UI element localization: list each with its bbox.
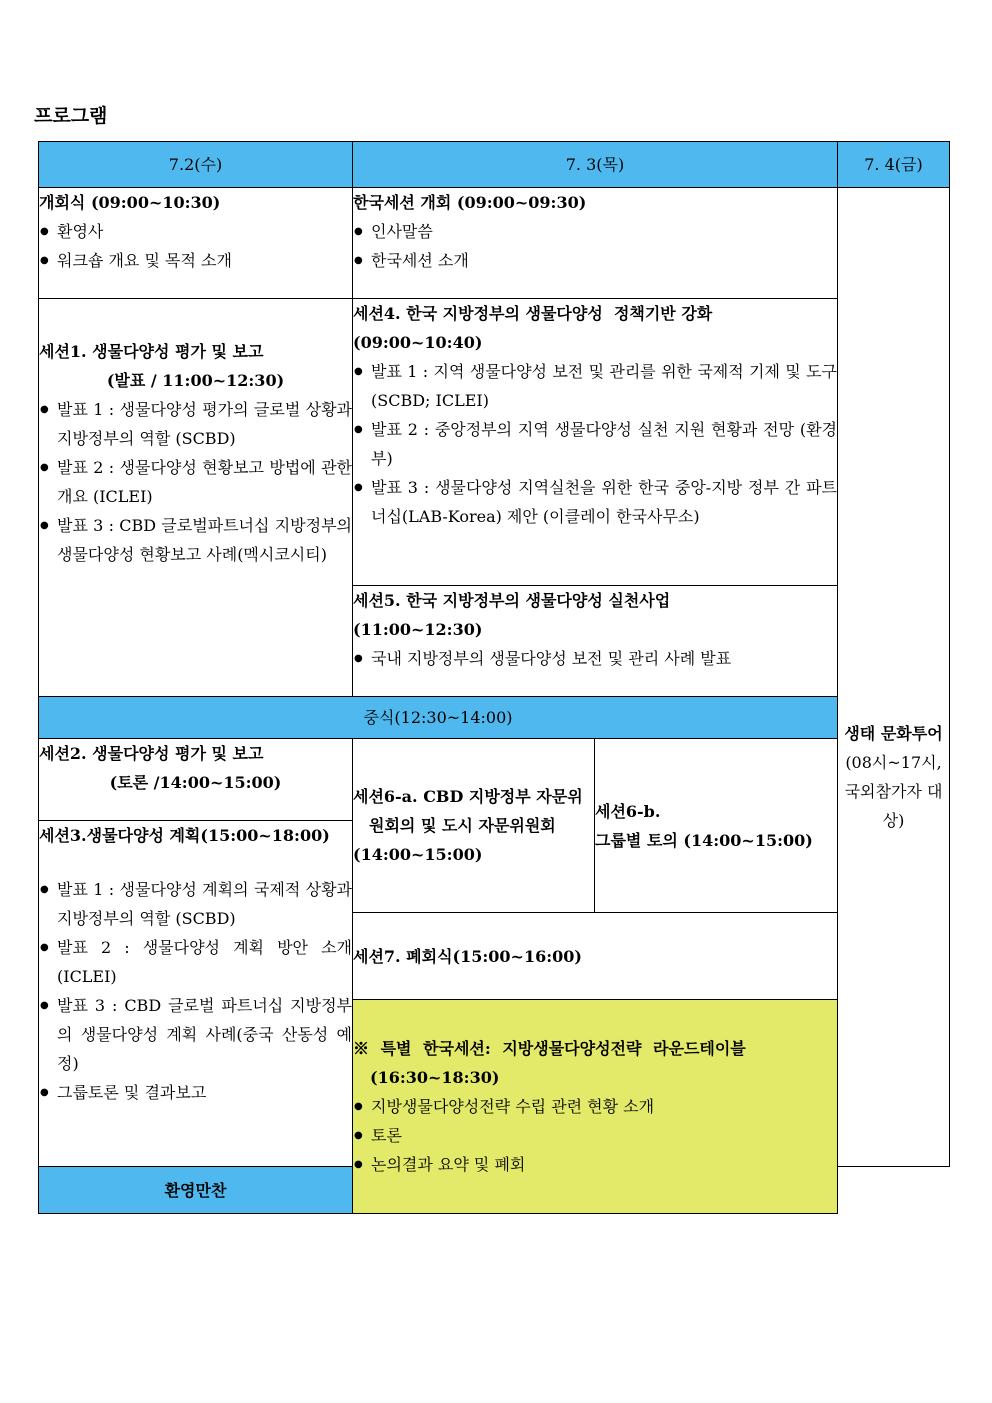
session2-subtitle: (토론 /14:00~15:00) (109, 773, 282, 792)
day1-session3 (39, 821, 353, 1167)
list-item: ● 발표 2 : 생물다양성 계획 방안 소개 (ICLEI) (39, 933, 352, 991)
korea-opening-title: 한국세션 개회 (09:00~09:30) (353, 193, 587, 212)
opening-title: 개회식 (09:00~10:30) (39, 193, 221, 212)
list-item: ● 발표 3 : CBD 글로벌 파트너십 지방정부의 생물다양성 계획 사례(중국 산동성 예정) (39, 991, 352, 1078)
day2-session6b (595, 739, 838, 913)
day3-tour (838, 188, 950, 1167)
day1-session1 (39, 299, 353, 697)
list-item: ● 토론 (353, 1121, 837, 1150)
session3-title: 세션3.생물다양성 계획(15:00~18:00) (39, 826, 330, 845)
day2-session4 (353, 299, 838, 586)
program-table (38, 141, 950, 1214)
session6b-detail: 그룹별 토의 (14:00~15:00) (595, 830, 813, 850)
special-time: (16:30~18:30) (370, 1068, 500, 1087)
list-item: ● 환영사 (39, 217, 352, 246)
header-day3: 7. 4(금) (838, 142, 950, 188)
lunch-bar: 중식(12:30~14:00) (39, 697, 838, 739)
welcome-reception: 환영만찬 (39, 1167, 353, 1214)
list-item: ● 발표 3 : 생물다양성 지역실천을 위한 한국 중앙-지방 정부 간 파트너십(LAB-Korea) 제안 (이클레이 한국사무소) (353, 473, 837, 531)
day2-korea-opening (353, 188, 838, 299)
list-item: ● 인사말씀 (353, 217, 837, 246)
day1-opening (39, 188, 353, 299)
session1-subtitle: (발표 / 11:00~12:30) (106, 371, 285, 390)
list-item: ● 발표 2 : 생물다양성 현황보고 방법에 관한 개요 (ICLEI) (39, 453, 352, 511)
tour-detail: (08시~17시, 국외참가자 대상) (844, 753, 943, 830)
session6b-title: 세션6-b. (595, 801, 661, 821)
session5-title: 세션5. 한국 지방정부의 생물다양성 실천사업 (353, 591, 671, 610)
list-item: ● 발표 2 : 중앙정부의 지역 생물다양성 실천 지원 현황과 전망 (환경부) (353, 415, 837, 473)
list-item: ● 발표 3 : CBD 글로벌파트너십 지방정부의 생물다양성 현황보고 사례(멕시코시티) (39, 511, 352, 569)
session6a-time: (14:00~15:00) (353, 845, 483, 864)
list-item: ● 발표 1 : 생물다양성 계획의 국제적 상황과 지방정부의 역할 (SCBD) (39, 875, 352, 933)
list-item: ● 한국세션 소개 (353, 246, 837, 275)
session5-time: (11:00~12:30) (353, 620, 483, 639)
day2-session6a (353, 739, 595, 913)
day1-session2 (39, 739, 353, 821)
list-item: ● 워크숍 개요 및 목적 소개 (39, 246, 352, 275)
session4-title: 세션4. 한국 지방정부의 생물다양성 정책기반 강화 (353, 304, 713, 323)
list-item: ● 그룹토론 및 결과보고 (39, 1078, 352, 1107)
header-day1: 7.2(수) (39, 142, 353, 188)
day2-session7: 세션7. 폐회식(15:00~16:00) (353, 913, 838, 1000)
session4-time: (09:00~10:40) (353, 333, 483, 352)
header-day2: 7. 3(목) (353, 142, 838, 188)
special-title: ※ 특별 한국세션: 지방생물다양성전략 라운드테이블 (353, 1039, 746, 1058)
list-item: ● 발표 1 : 생물다양성 평가의 글로벌 상황과 지방정부의 역할 (SCBD) (39, 395, 352, 453)
session2-title: 세션2. 생물다양성 평가 및 보고 (39, 744, 264, 763)
list-item: ● 발표 1 : 지역 생물다양성 보전 및 관리를 위한 국제적 기제 및 도구 (SCBD; ICLEI) (353, 357, 837, 415)
special-session (353, 1000, 838, 1214)
session1-title: 세션1. 생물다양성 평가 및 보고 (39, 342, 264, 361)
list-item: ● 지방생물다양성전략 수립 관련 현황 소개 (353, 1092, 837, 1121)
page-title: 프로그램 (34, 105, 108, 127)
session6a-title: 세션6-a. CBD 지방정부 자문위원회의 및 도시 자문위원회 (353, 787, 583, 835)
day2-session5 (353, 586, 838, 697)
tour-title: 생태 문화투어 (844, 724, 943, 743)
list-item: ● 국내 지방정부의 생물다양성 보전 및 관리 사례 발표 (353, 644, 837, 673)
list-item: ● 논의결과 요약 및 폐회 (353, 1150, 837, 1179)
